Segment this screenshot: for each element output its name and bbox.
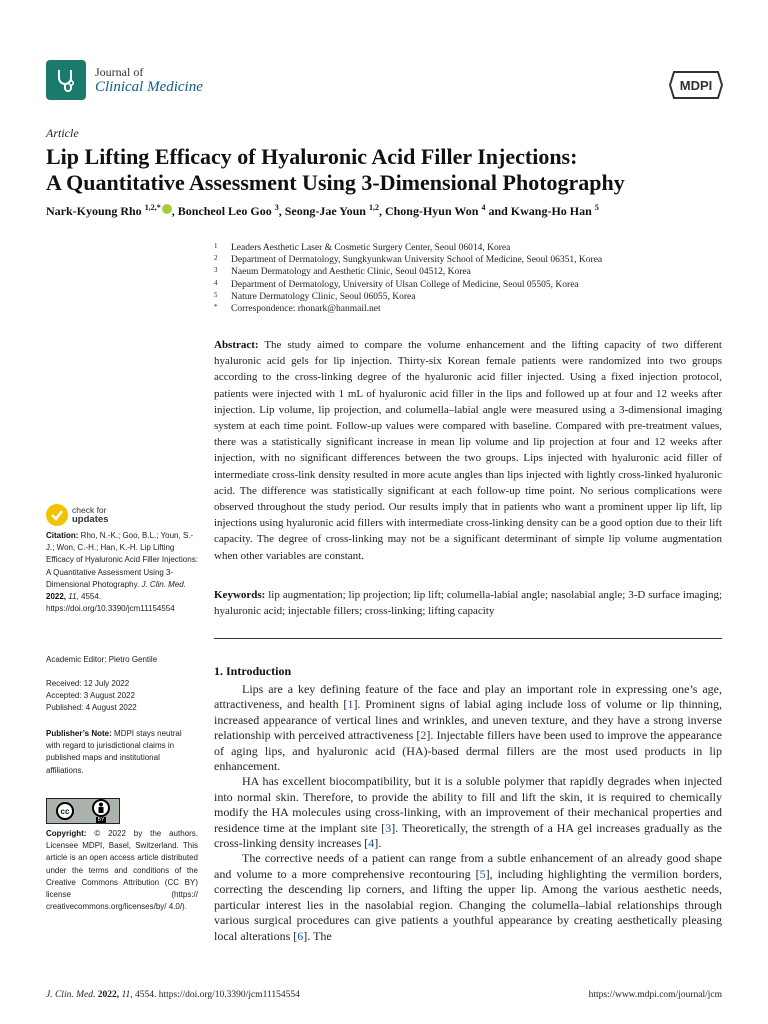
author-separator: ,: [278, 204, 285, 218]
affiliation-text: Naeum Dermatology and Aesthetic Clinic, Seoul 04512, Korea: [231, 267, 471, 278]
introduction-heading: 1. Introduction: [214, 664, 292, 678]
affiliation-text: Department of Dermatology, Sungkyunkwan University School of Medicine, Seoul 06351, Korea: [231, 255, 603, 266]
journal-name[interactable]: [95, 66, 203, 96]
affiliation-item: [214, 242, 724, 254]
body-text-segment: ], including highlighting the vermilion borders, correcting the descending lip corners, and lifting the upper lip. Among the various aesthetic needs, particular interest lies in the nasolabial region. Changing the columella–labial relationships through various surgical procedures can give patients a youthful appearance by creating aesthetically pleasing local alterations [: [214, 866, 722, 943]
check-updates-line1: check for: [72, 505, 107, 515]
affiliation-number: 3: [214, 266, 218, 275]
journal-logo[interactable]: [46, 60, 86, 100]
author-list: [46, 203, 736, 219]
body-text-segment: Lips are a key defining feature of the face and play an important role in expressing one’s age, attractiveness, and health [: [214, 682, 722, 712]
check-updates-icon: [46, 504, 68, 526]
body-paragraph: [214, 774, 722, 851]
footer-journal: J. Clin. Med.: [46, 990, 96, 1000]
affiliation-number: 1: [214, 242, 218, 250]
cc-by-license-badge[interactable]: [46, 798, 120, 824]
dates-block: [46, 678, 198, 715]
orcid-icon[interactable]: [162, 204, 172, 214]
footer-doi-link[interactable]: 4554. https://doi.org/10.3390/jcm11154554: [135, 990, 300, 1000]
section-divider: [214, 638, 722, 639]
citation-volume: 11,: [68, 592, 79, 602]
academic-editor: Academic Editor: Pietro Gentile: [46, 655, 158, 664]
accepted-date: Accepted: 3 August 2022: [46, 691, 135, 701]
affiliation-text: Department of Dermatology, University of Ulsan College of Medicine, Seoul 05505, Korea: [231, 279, 579, 290]
author-affiliation-sup: 4: [481, 203, 486, 212]
body-text-segment: ]. Prominent signs of labial aging include loss of volume or lip thinning, increased appearance of vertical lines and wrinkles, and uneven texture, and they have a strong inverse relationship with perceived attractiveness [: [214, 697, 722, 743]
body-paragraph: [214, 851, 722, 943]
author-affiliation-sup: 3: [274, 203, 279, 212]
body-text-segment: ]. The: [303, 928, 332, 943]
abstract-text: The study aimed to compare the volume enhancement and the lifting capacity of two different hyaluronic acid gels for lip injection. Thirty-six Korean female patients were randomized into two groups according to the cross-linking degree of the hyaluronic acid filler injected. Using a fixed injection protocol, patients were injected with 1 mL of hyaluronic acid filler in the lips and followed up at four and 12 weeks after injection. Lip volume, lip projection, and columella–labial angle were measured using a 3-dimensional imaging system at each time point. Follow-up values were compared with baseline. Compared with pre-treatment values, there was a statistically significant increase in mean lip volume and lip projection at four and 12 weeks after injection, with no significant differences between the two groups. Lips injected with hyaluronic acid filler of intermediate cross-link density resulted in more acute angles than lips injected with lightly cross-linked hyaluronic acid. The difference was statistically significant at each follow-up time point. No serious complications were observed throughout the study period. Our results imply that in patients who want a prominent upper lip lift, lip injections using hyaluronic acid fillers with intermediate cross-linking density can be a good option due to their lift capacity. The degree of cross-linking may not be a significant determinant of simple lip volume augmentation when other variables are constant.: [214, 339, 722, 562]
citation-journal: J. Clin. Med.: [141, 579, 186, 589]
affiliation-number: *: [214, 303, 218, 312]
received-date: Received: 12 July 2022: [46, 679, 130, 688]
reference-link[interactable]: 2: [420, 728, 427, 743]
mdpi-logo[interactable]: [668, 70, 724, 100]
citation-text: Rho, N.-K.; Goo, B.L.; Youn, S.-J.; Won, C.-H.; Han, K.-H. Lip Lifting Efficacy of Hyaluronic Acid Filler Injections: A Quantitative Assessment Using 3-Dimensional Photography.: [46, 531, 198, 589]
affiliation-number: 5: [214, 290, 218, 299]
footer-year: 2022,: [97, 990, 120, 1000]
article-title: [46, 144, 736, 196]
citation-doi-link[interactable]: 4554. https://doi.org/10.3390/jcm11154554: [46, 592, 175, 614]
check-for-updates-button[interactable]: [46, 504, 108, 526]
reference-link[interactable]: 6: [297, 928, 304, 943]
affiliations-list: [214, 242, 724, 315]
publisher-note-text: MDPI stays neutral with regard to jurisdictional claims in published maps and institutional affiliations.: [46, 729, 182, 775]
author-name[interactable]: Boncheol Leo Goo: [177, 204, 272, 218]
keywords-label: Keywords:: [214, 589, 266, 601]
title-line2: A Quantitative Assessment Using 3-Dimensional Photography: [46, 170, 625, 195]
attribution-icon: [92, 799, 110, 817]
copyright-notice: [46, 828, 198, 913]
journal-name-line2: Clinical Medicine: [95, 79, 203, 95]
article-type: Article: [46, 126, 79, 140]
citation-label: Citation:: [46, 531, 79, 540]
abstract: [214, 337, 722, 564]
body-text-segment: The corrective needs of a patient can range from a subtle enhancement of an already good shape and volume to a more comprehensive recontouring [: [214, 851, 722, 881]
body-text-segment: HA has excellent biocompatibility, but it is a soluble polymer that rapidly degrades when injected into normal skin. Therefore, to provide the ability to fill and lift the skin, it is required to chemically modify the HA molecules using cross-linking, with an improvement of their mechanical properties and residence time at the implant site [: [214, 774, 722, 835]
body-text-segment: ].: [374, 836, 382, 851]
citation-block: [46, 530, 198, 615]
footer-journal-url[interactable]: https://www.mdpi.com/journal/jcm: [588, 990, 722, 1000]
copyright-text: © 2022 by the authors. Licensee MDPI, Basel, Switzerland. This article is an open access article distributed under the terms and conditions of the Creative Commons Attribution (CC BY) license (https:// creativecommons.org/licenses/by/ 4.0/).: [46, 829, 198, 912]
affiliation-item: [214, 266, 724, 278]
title-line1: Lip Lifting Efficacy of Hyaluronic Acid Filler Injections:: [46, 144, 578, 169]
journal-name-line1: Journal of: [95, 65, 144, 79]
affiliation-number: 2: [214, 254, 218, 263]
cc-by-label: BY: [97, 817, 105, 823]
reference-link[interactable]: 1: [347, 697, 354, 712]
body-text-segment: ]. Theoretically, the strength of a HA gel increases gradually as the cross-linking density increases [: [214, 820, 722, 851]
author-name[interactable]: Kwang-Ho Han: [510, 204, 592, 218]
affiliation-item: [214, 291, 724, 303]
reference-link[interactable]: 4: [368, 836, 375, 851]
author-separator: and: [485, 204, 511, 218]
stethoscope-icon: [52, 66, 80, 94]
author-name[interactable]: Nark-Kyoung Rho: [46, 204, 142, 218]
body-text-segment: ]. Injectable fillers have been used to improve the appearance of aging lips, and hyaluronic acid (HA)-based dermal fillers are the most used products in lip enhancement.: [214, 728, 723, 774]
author-separator: ,: [171, 204, 178, 218]
author-affiliation-sup: 1,2,*: [144, 203, 161, 212]
publisher-note: [46, 728, 198, 777]
check-updates-line2: updates: [72, 514, 109, 525]
mdpi-logo-text: MDPI: [679, 78, 713, 93]
affiliation-item: [214, 254, 724, 266]
affiliation-text: Nature Dermatology Clinic, Seoul 06055, Korea: [231, 291, 416, 302]
introduction-body: [214, 682, 722, 944]
author-affiliation-sup: 1,2: [368, 203, 379, 212]
citation-year: 2022,: [46, 592, 67, 602]
author-separator: ,: [378, 204, 385, 218]
keywords-text: lip augmentation; lip projection; lip lift; columella-labial angle; nasolabial angle; 3-D surface imaging; hyaluronic acid; injectable fillers; cross-linking; lifting capacity: [214, 589, 722, 617]
abstract-label: Abstract:: [214, 339, 259, 351]
affiliation-item: [214, 303, 724, 315]
published-date: Published: 4 August 2022: [46, 703, 137, 713]
footer-volume: 11,: [121, 990, 133, 1000]
affiliation-item: [214, 279, 724, 291]
keywords: [214, 587, 722, 619]
author-name[interactable]: Chong-Hyun Won: [384, 204, 479, 218]
copyright-label: Copyright:: [46, 829, 87, 838]
author-affiliation-sup: 5: [594, 203, 599, 212]
cc-icon: cc: [56, 802, 74, 820]
reference-link[interactable]: 5: [479, 866, 486, 881]
author-name[interactable]: Seong-Jae Youn: [284, 204, 366, 218]
footer-citation: [46, 990, 300, 1000]
body-paragraph: [214, 682, 722, 774]
reference-link[interactable]: 3: [385, 820, 392, 835]
affiliation-text: Leaders Aesthetic Laser & Cosmetic Surgery Center, Seoul 06014, Korea: [231, 243, 511, 253]
publisher-note-label: Publisher’s Note:: [46, 729, 112, 738]
affiliation-text: Correspondence: rhonark@hanmail.net: [231, 304, 381, 315]
affiliation-number: 4: [214, 278, 218, 287]
